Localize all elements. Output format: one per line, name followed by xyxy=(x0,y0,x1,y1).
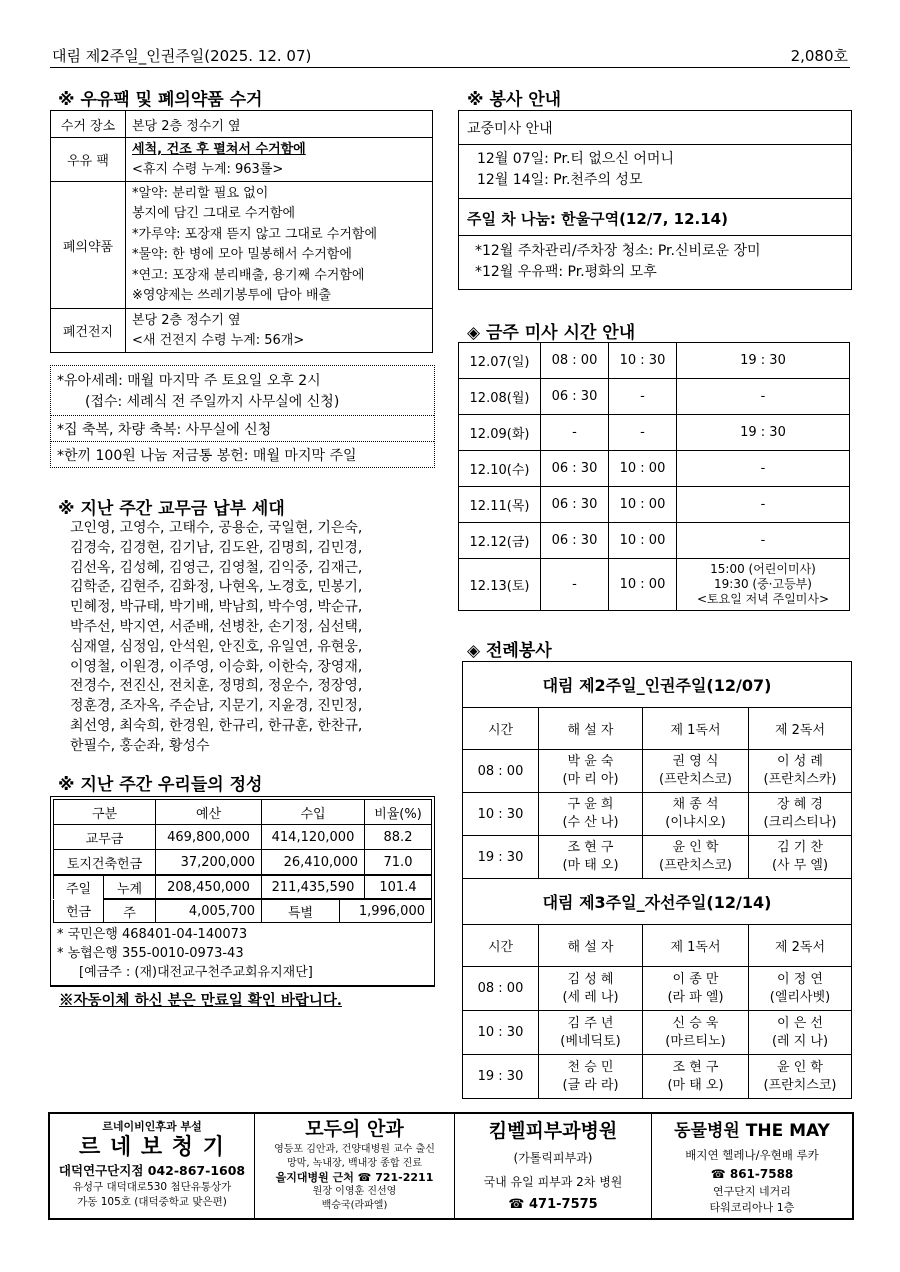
medicine-line: *물약: 한 병에 모아 밀봉해서 수거함에 xyxy=(132,247,352,262)
schedule-time: 10 : 00 xyxy=(609,523,677,559)
week-label: 주 xyxy=(104,900,156,923)
ads-footer xyxy=(48,1112,854,1220)
auto-transfer-notice: ※자동이체 하신 분은 만료일 확인 바랍니다. xyxy=(51,985,434,1010)
finance-budget: 37,200,000 xyxy=(156,850,262,875)
ad-line: 대덕연구단지점 042-867-1608 xyxy=(58,1163,246,1178)
second-reader: 김 기 찬 (사 무 엘) xyxy=(749,836,852,879)
donor-line: 박주선, 박지연, 서준배, 선병찬, 손기정, 심선택, xyxy=(70,618,363,635)
ad-line: 유성구 대덕대로530 첨단유통상가 xyxy=(72,1181,232,1193)
schedule-time: 10 : 30 xyxy=(609,343,677,379)
total-budget: 208,450,000 xyxy=(156,876,262,899)
sunday-label: 주일 xyxy=(54,876,104,899)
donor-line: 김선옥, 김성혜, 김영근, 김영철, 김익중, 김재근, xyxy=(70,559,363,576)
donor-line: 심재열, 심정임, 안석원, 안진호, 유일연, 유현웅, xyxy=(70,638,363,655)
donor-line: 민혜정, 박규태, 박기배, 박남희, 박수영, 박순규, xyxy=(70,599,363,616)
schedule-time: - xyxy=(541,559,609,611)
mass-service-line: 12월 14일: Pr.천주의 성모 xyxy=(477,172,643,188)
blessing-notice: *집 축복, 차량 축복: 사무실에 신청 xyxy=(51,416,434,442)
commentator: 김 주 년 (베네딕토) xyxy=(539,1011,643,1055)
ad-line: 망막, 녹내장, 백내장 종합 진료 xyxy=(287,1157,422,1169)
finance-income: 414,120,000 xyxy=(262,825,365,850)
ad-name: 킴벨피부과병원 xyxy=(488,1120,618,1142)
liturgy-header: 제 2독서 xyxy=(749,925,852,967)
ad-hearing-aid xyxy=(50,1114,255,1218)
ad-name: 동물병원 THE MAY xyxy=(674,1121,830,1141)
medicine-line: 봉지에 담긴 그대로 수거함에 xyxy=(132,206,296,221)
finance-box xyxy=(50,796,435,1009)
place-value: 본당 2층 정수기 옆 xyxy=(126,111,433,138)
bulletin-title: 대림 제2주일_인권주일(2025. 12. 07) xyxy=(52,47,312,65)
liturgy-time: 10 : 30 xyxy=(463,793,539,836)
commentator: 구 윤 희 (수 산 나) xyxy=(539,793,643,836)
commentator: 박 윤 숙 (마 리 아) xyxy=(539,750,643,793)
schedule-time: - xyxy=(677,487,850,523)
schedule-time: 10 : 00 xyxy=(609,559,677,611)
schedule-time: - xyxy=(677,523,850,559)
week-value: 4,005,700 xyxy=(156,900,262,923)
second-reader: 장 혜 경 (크리스티나) xyxy=(749,793,852,836)
schedule-time: 06 : 30 xyxy=(541,523,609,559)
ad-line: 백승국(라파엘) xyxy=(321,1199,388,1211)
mass-service-line: 12월 07일: Pr.티 없으신 어머니 xyxy=(477,151,674,167)
first-reader: 신 승 욱 (마르티노) xyxy=(643,1011,749,1055)
ad-line: 을지대병원 근처 ☎ 721-2211 xyxy=(275,1171,434,1184)
liturgy-header: 제 1독서 xyxy=(643,925,749,967)
ad-tagline: 르네이비인후과 부설 xyxy=(102,1120,202,1133)
battery-label: 폐건전지 xyxy=(51,309,126,353)
mass-service-title: 교중미사 안내 xyxy=(459,111,851,145)
liturgy-time: 08 : 00 xyxy=(463,750,539,793)
liturgy-header: 해 설 자 xyxy=(539,708,643,750)
ad-line: 타워코리아나 1층 xyxy=(709,1201,795,1214)
place-label: 수거 장소 xyxy=(51,111,126,138)
liturgy-time: 19 : 30 xyxy=(463,1055,539,1099)
donor-line: 김학준, 김현주, 김화정, 나현옥, 노경호, 민봉기, xyxy=(70,579,363,596)
schedule-time: 10 : 00 xyxy=(609,487,677,523)
first-reader: 조 현 구 (마 태 오) xyxy=(643,1055,749,1099)
ad-line: 연구단지 네거리 xyxy=(713,1185,791,1198)
commentator: 천 승 민 (글 라 라) xyxy=(539,1055,643,1099)
ad-dermatology xyxy=(455,1114,652,1218)
total-income: 211,435,590 xyxy=(262,876,365,899)
bank-account-nh: * 농협은행 355-0010-0973-43 xyxy=(57,946,244,961)
donor-line: 한필수, 홍순좌, 황성수 xyxy=(70,737,210,754)
schedule-time: 19 : 30 xyxy=(677,415,850,451)
schedule-date: 12.08(월) xyxy=(459,379,541,415)
commentator: 조 현 구 (마 태 오) xyxy=(539,836,643,879)
service-box xyxy=(458,110,852,290)
finance-header: 구분 xyxy=(54,800,156,825)
first-reader: 이 종 만 (라 파 엘) xyxy=(643,967,749,1011)
ad-line: (가톨릭피부과) xyxy=(513,1151,593,1165)
ad-line: 영등포 김안과, 건양대병원 교수 출신 xyxy=(274,1144,435,1155)
finance-budget: 469,800,000 xyxy=(156,825,262,850)
liturgy-header: 해 설 자 xyxy=(539,925,643,967)
medicine-line: *알약: 분리할 필요 없이 xyxy=(132,185,269,201)
schedule-time: - xyxy=(609,379,677,415)
header-divider xyxy=(50,67,850,68)
schedule-time: 06 : 30 xyxy=(541,451,609,487)
schedule-date: 12.10(수) xyxy=(459,451,541,487)
battery-count: <새 건전지 수령 누계: 56개> xyxy=(132,332,305,348)
ad-name: 모두의 안과 xyxy=(305,1118,404,1140)
medicine-line: *연고: 포장재 분리배출, 용기째 수거함에 xyxy=(132,267,365,283)
issue-number: 2,080호 xyxy=(790,47,848,65)
liturgy-time: 08 : 00 xyxy=(463,967,539,1011)
schedule-time: - xyxy=(541,415,609,451)
donor-line: 고인영, 고영수, 고태수, 공용순, 국일현, 기은숙, xyxy=(70,520,363,536)
second-reader: 이 성 례 (프란치스카) xyxy=(749,750,852,793)
account-holder: [예금주 : (재)대전교구천주교회유지재단] xyxy=(79,965,313,980)
liturgy-table xyxy=(462,661,852,1099)
finance-title: ※ 지난 주간 우리들의 정성 xyxy=(58,775,263,795)
schedule-time: 06 : 30 xyxy=(541,379,609,415)
sharing-notice: *한끼 100원 나눔 저금통 봉헌: 매월 마지막 주일 xyxy=(57,448,357,464)
liturgy-header: 시간 xyxy=(463,708,539,750)
medicine-line: ※영양제는 쓰레기봉투에 담아 배출 xyxy=(132,288,332,303)
cash-label: 헌금 xyxy=(54,900,104,923)
donor-line: 전경수, 전진신, 전치훈, 정명희, 정운수, 정장영, xyxy=(70,678,363,695)
milk-instruction: 세척, 건조 후 펼쳐서 수거함에 xyxy=(132,141,306,157)
liturgy-header: 시간 xyxy=(463,925,539,967)
schedule-time: - xyxy=(609,415,677,451)
liturgy-week2-title: 대림 제3주일_자선주일(12/14) xyxy=(463,879,852,925)
schedule-date: 12.13(토) xyxy=(459,559,541,611)
schedule-date: 12.11(목) xyxy=(459,487,541,523)
tea-sharing-title: 주일 차 나눔: 한울구역(12/7, 12.14) xyxy=(459,199,851,236)
offering-table-2 xyxy=(53,899,432,923)
ad-line: 원장 이영훈 진선영 xyxy=(312,1186,397,1197)
liturgy-title: ◈ 전례봉사 xyxy=(467,641,552,661)
collection-table xyxy=(50,110,433,353)
finance-header: 예산 xyxy=(156,800,262,825)
duty-line: *12월 주차관리/주차장 청소: Pr.신비로운 장미 xyxy=(475,243,761,259)
finance-header: 비율(%) xyxy=(365,800,432,825)
schedule-date: 12.09(화) xyxy=(459,415,541,451)
donor-line: 최선영, 최숙희, 한경원, 한규리, 한규훈, 한찬규, xyxy=(70,717,363,734)
first-reader: 채 종 석 (이냐시오) xyxy=(643,793,749,836)
finance-income: 26,410,000 xyxy=(262,850,365,875)
ad-line: ☎ 471-7575 xyxy=(508,1197,598,1212)
donor-line: 이영철, 이원경, 이주영, 이승화, 이한숙, 장영재, xyxy=(70,658,363,675)
finance-header: 수입 xyxy=(262,800,365,825)
total-ratio: 101.4 xyxy=(365,876,432,899)
finance-category: 토지건축헌금 xyxy=(54,850,156,875)
notice-box xyxy=(50,365,435,468)
donor-line: 정훈경, 조자옥, 주순남, 지문기, 지윤경, 진민정, xyxy=(70,698,363,715)
liturgy-header: 제 1독서 xyxy=(643,708,749,750)
offering-table xyxy=(53,875,432,899)
duty-line: *12월 우유팩: Pr.평화의 모후 xyxy=(475,264,657,280)
donor-line: 김경숙, 김경현, 김기남, 김도완, 김명희, 김민경, xyxy=(70,539,363,556)
finance-table xyxy=(53,799,432,875)
liturgy-time: 10 : 30 xyxy=(463,1011,539,1055)
schedule-time: 19 : 30 xyxy=(677,343,850,379)
schedule-time: 10 : 00 xyxy=(609,451,677,487)
milk-section-title: ※ 우유팩 및 폐의약품 수거 xyxy=(58,90,263,110)
milk-label: 우유 팩 xyxy=(51,138,126,182)
special-value: 1,996,000 xyxy=(340,900,432,923)
schedule-time: - xyxy=(677,451,850,487)
mass-schedule-table xyxy=(458,342,850,611)
total-label: 누계 xyxy=(104,876,156,899)
infant-baptism-notice: *유아세례: 매월 마지막 주 토요일 오후 2시 xyxy=(57,373,321,389)
donor-list xyxy=(70,519,362,757)
ad-eye-clinic xyxy=(255,1114,455,1218)
ad-line: 국내 유일 피부과 2차 병원 xyxy=(483,1175,623,1189)
schedule-date: 12.12(금) xyxy=(459,523,541,559)
finance-category: 교무금 xyxy=(54,825,156,850)
milk-tissue-count: <휴지 수령 누계: 963롤> xyxy=(132,161,284,177)
service-title: ※ 봉사 안내 xyxy=(467,90,562,110)
second-reader: 윤 인 학 (프란치스코) xyxy=(749,1055,852,1099)
finance-ratio: 88.2 xyxy=(365,825,432,850)
schedule-time: - xyxy=(677,379,850,415)
ad-line: ☎ 861-7588 xyxy=(710,1167,794,1181)
medicine-line: *가루약: 포장재 뜯지 않고 그대로 수거함에 xyxy=(132,226,378,242)
liturgy-week1-title: 대림 제2주일_인권주일(12/07) xyxy=(463,662,852,708)
second-reader: 이 은 선 (레 지 나) xyxy=(749,1011,852,1055)
saturday-evening-masses: 15:00 (어린이미사) 19:30 (중·고등부) <토요일 저녁 주일미사> xyxy=(677,559,850,611)
ad-line: 배지연 헬레나/우현배 루카 xyxy=(685,1148,819,1162)
first-reader: 권 영 식 (프란치스코) xyxy=(643,750,749,793)
schedule-time: 06 : 30 xyxy=(541,487,609,523)
schedule-date: 12.07(일) xyxy=(459,343,541,379)
liturgy-header: 제 2독서 xyxy=(749,708,852,750)
liturgy-time: 19 : 30 xyxy=(463,836,539,879)
ad-animal-hospital xyxy=(652,1114,852,1218)
donors-title: ※ 지난 주간 교무금 납부 세대 xyxy=(58,499,285,519)
special-label: 특별 xyxy=(262,900,340,923)
medicine-label: 폐의약품 xyxy=(51,182,126,309)
first-reader: 윤 인 학 (프란치스코) xyxy=(643,836,749,879)
ad-line: 가동 105호 (대덕중학교 맞은편) xyxy=(77,1196,227,1208)
ad-name: 르 네 보 청 기 xyxy=(79,1135,225,1160)
baptism-registration-notice: (접수: 세례식 전 주일까지 사무실에 신청) xyxy=(85,394,340,410)
finance-ratio: 71.0 xyxy=(365,850,432,875)
commentator: 김 성 혜 (세 레 나) xyxy=(539,967,643,1011)
schedule-title: ◈ 금주 미사 시간 안내 xyxy=(467,323,636,343)
schedule-time: 08 : 00 xyxy=(541,343,609,379)
battery-place: 본당 2층 정수기 옆 xyxy=(132,312,241,328)
bank-account-kb: * 국민은행 468401-04-140073 xyxy=(57,927,248,942)
second-reader: 이 정 연 (엘리사벳) xyxy=(749,967,852,1011)
